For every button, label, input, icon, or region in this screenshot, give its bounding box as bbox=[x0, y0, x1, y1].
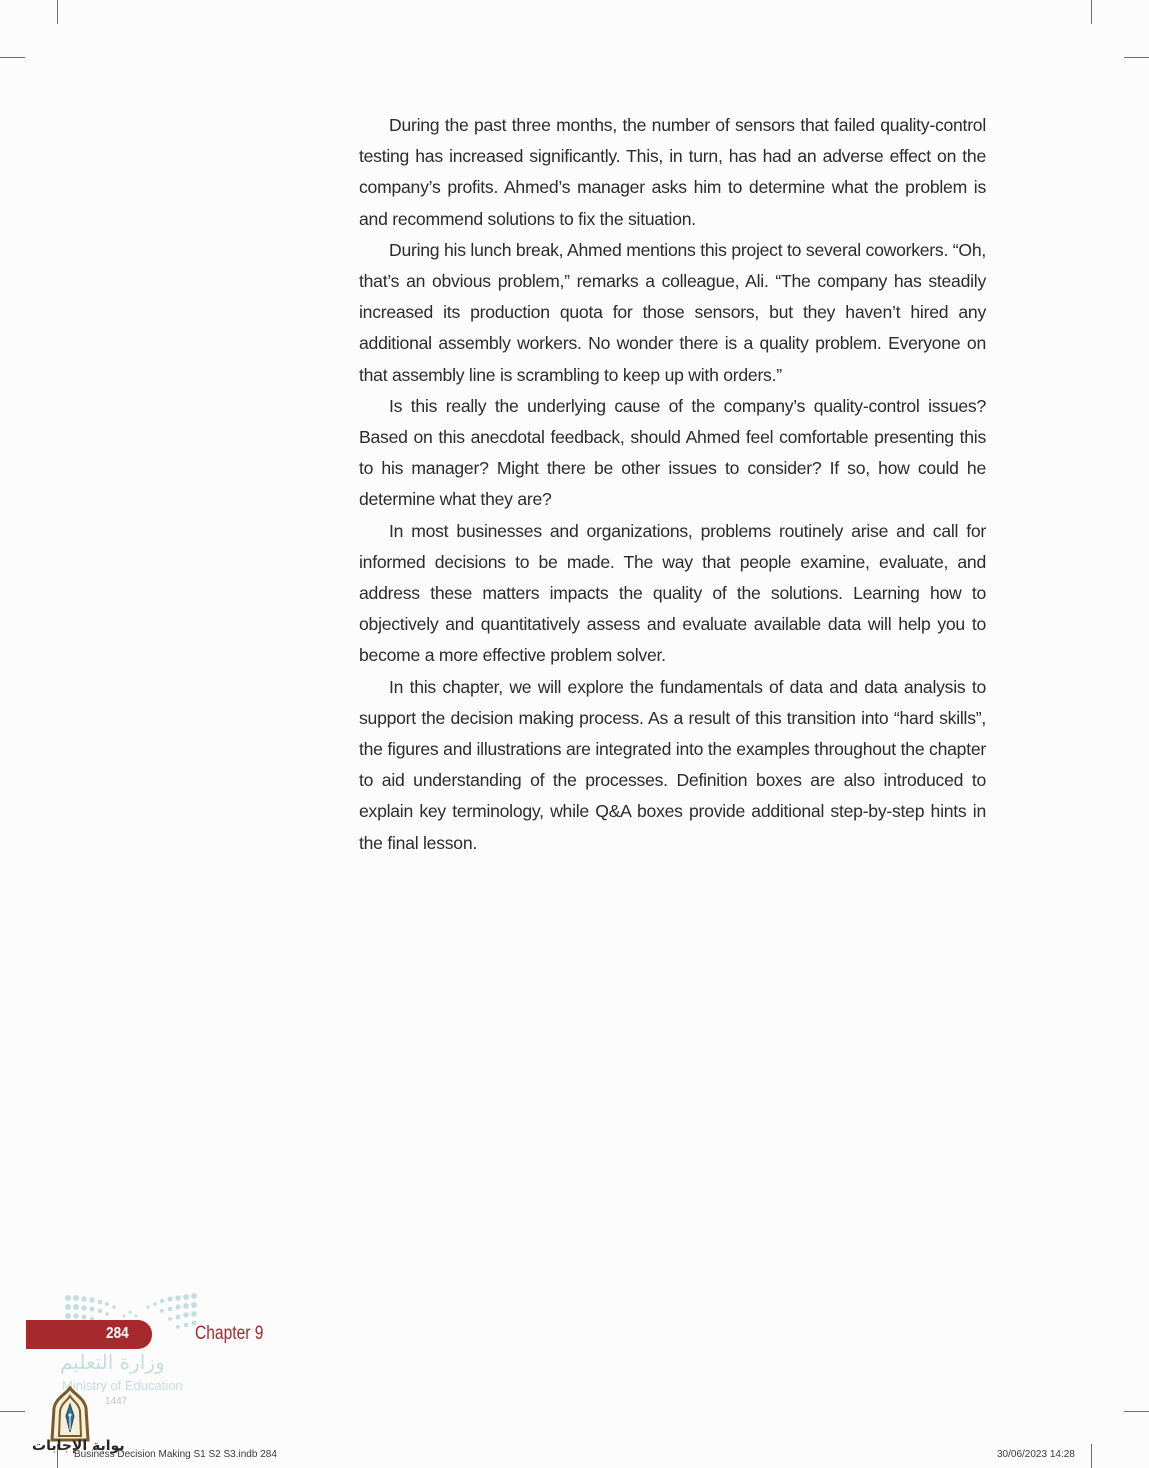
crop-mark bbox=[57, 0, 58, 24]
slug-file-name: Business Decision Making S1 S2 S3.indb 284 bbox=[74, 1449, 277, 1460]
crop-mark bbox=[1124, 1411, 1149, 1412]
ministry-year: 1447 bbox=[105, 1396, 128, 1407]
slug-datetime: 30/06/2023 14:28 bbox=[997, 1449, 1075, 1460]
chapter-label: Chapter 9 bbox=[195, 1323, 264, 1344]
crop-mark bbox=[0, 57, 25, 58]
page-number: 284 bbox=[106, 1325, 129, 1342]
ministry-name-english: Ministry of Education bbox=[62, 1378, 183, 1393]
paragraph: During the past three months, the number of sensors that failed quality-control testing has increased significantly. This, in turn, has had an adverse effect on the company’s profits. Ahmed’s manager asks him to determine what the problem is and recommend solutions to fix the situation. bbox=[359, 115, 986, 229]
watermark-text: بوابة الإجابات bbox=[32, 1438, 125, 1454]
paragraph: In this chapter, we will explore the fundamentals of data and data analysis to support the decision making process. As a result of this transition into “hard skills”, the figures and illustrations are integrated into the examples throughout the chapter to aid understanding of the processes. Definition boxes are also introduced to explain key terminology, while Q&A boxes provide additional step-by-step hints in the final lesson. bbox=[359, 676, 986, 853]
ministry-name-arabic: وزارة التعليم bbox=[60, 1350, 165, 1374]
crop-mark bbox=[1124, 57, 1149, 58]
crop-mark bbox=[1091, 1444, 1092, 1468]
crop-mark bbox=[1091, 0, 1092, 24]
paragraph: During his lunch break, Ahmed mentions this project to several coworkers. “Oh, that’s an obvious problem,” remarks a colleague, Ali. “The company has steadily increased its production quota for those sensors, but they haven’t hired any additional assembly workers. No wonder there is a quality problem. Everyone on that assembly line is scrambling to keep up with orders.” bbox=[359, 239, 986, 385]
dome-pen-emblem-icon bbox=[44, 1386, 96, 1442]
crop-mark bbox=[0, 1411, 25, 1412]
body-text bbox=[359, 110, 986, 859]
paragraph: In most businesses and organizations, problems routinely arise and call for informed decisions to be made. The way that people examine, evaluate, and address these matters impacts the quality of the solutions. Learning how to objectively and quantitatively assess and evaluate available data will help you to become a more effective problem solver. bbox=[359, 520, 986, 666]
paragraph: Is this really the underlying cause of the company’s quality-control issues? Based on this anecdotal feedback, should Ahmed feel comfortable presenting this to his manager? Might there be other issues to consider? If so, how could he determine what they are? bbox=[359, 395, 986, 510]
